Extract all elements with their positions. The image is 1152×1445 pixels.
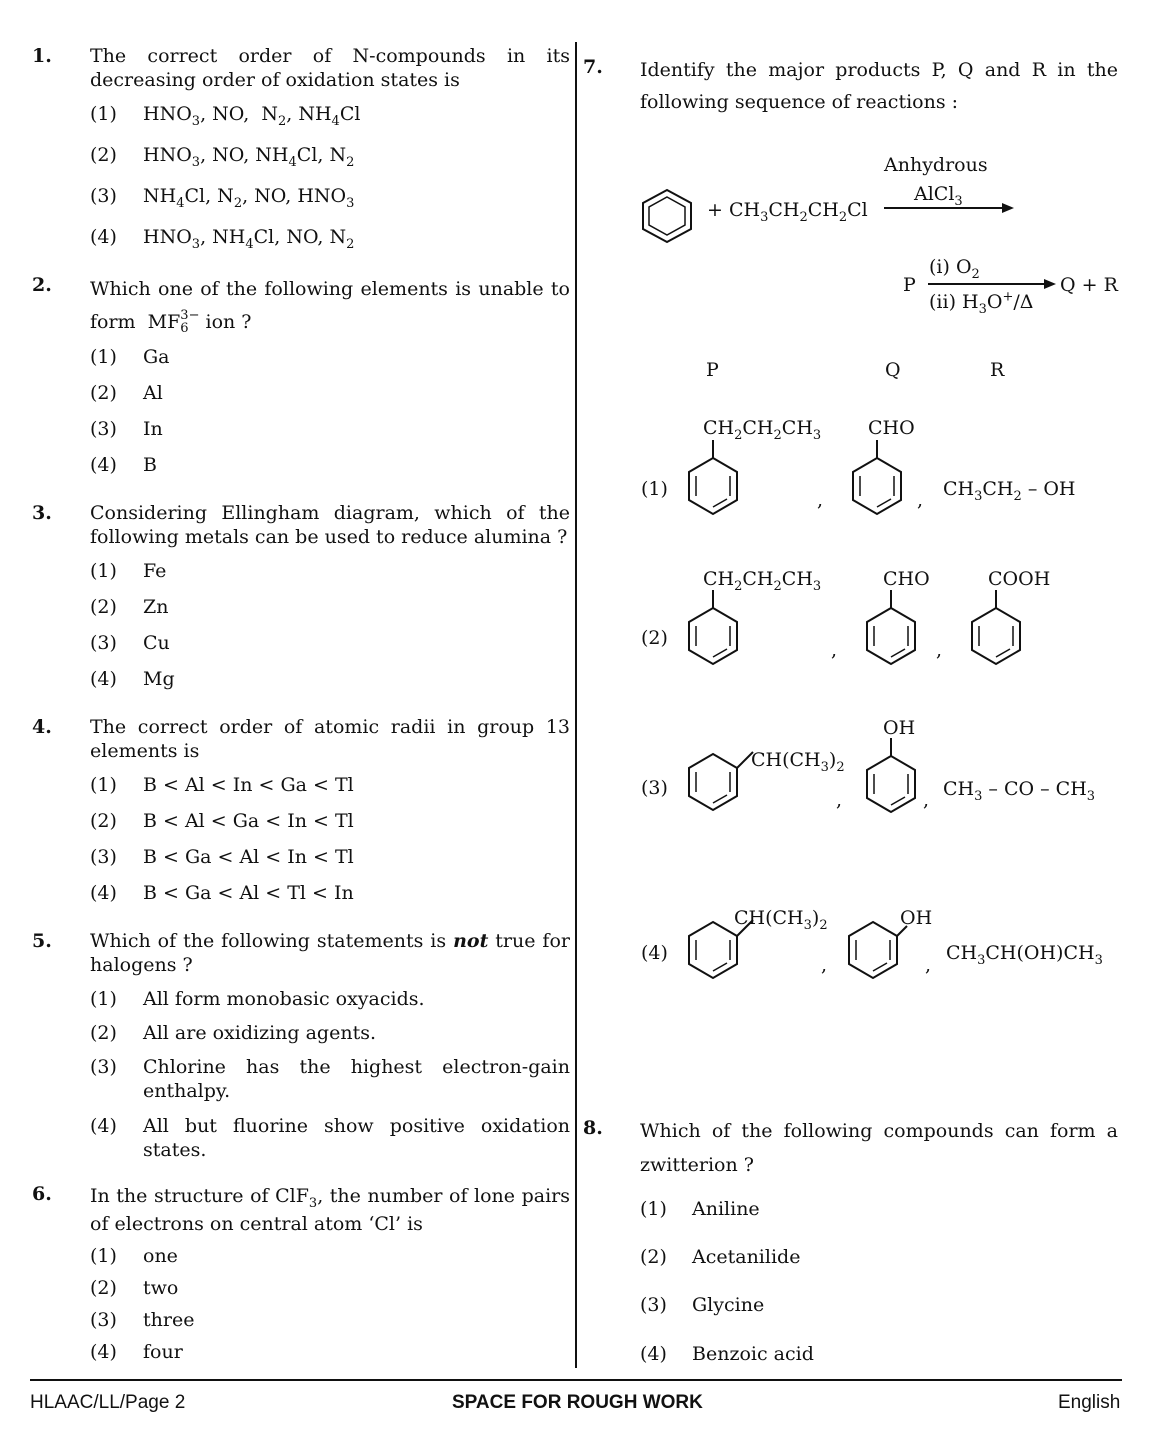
option[interactable] [90,184,570,225]
substituent-label: $CH_2CH_2CH_3$ [703,417,822,443]
option[interactable] [90,1276,570,1308]
option-text: Al [143,382,163,404]
option-text: B < Ga < Al < In < Tl [143,846,354,868]
option-number: (1) [90,103,117,125]
option[interactable] [90,345,570,381]
option[interactable] [90,809,570,845]
option[interactable] [90,631,570,667]
separator: , [917,489,924,511]
option[interactable] [90,143,570,184]
option[interactable] [90,1021,570,1055]
option-text: $HNO_3$, NO, $NH_4Cl$, $N_2$ [143,144,355,170]
question-text: The correct order of atomic radii in group 13 elements is [90,716,570,762]
question-number: 6. [32,1183,52,1205]
reaction-arrow [882,200,1018,216]
option-number: (2) [640,1246,667,1268]
option-number: (3) [640,1294,667,1316]
question-2 [32,273,570,487]
option-text: Acetanilide [692,1246,801,1268]
reagent-label: Anhydrous [884,154,988,176]
column-divider [575,42,577,1368]
option-number: (1) [640,1198,667,1220]
question-1 [32,44,570,259]
reaction-arrow [926,276,1060,292]
option[interactable] [90,559,570,595]
separator: , [831,639,838,661]
option[interactable] [90,773,570,809]
option[interactable] [90,453,570,487]
option-text: Chlorine has the highest electron-gain enthalpy. [143,1056,570,1102]
benzene-ring-icon [861,736,921,820]
product-r: $CH_3CH(OH)CH_3$ [946,942,1103,968]
option-number: (1) [90,346,117,368]
substituent-label: CHO [868,417,915,439]
option-number: (1) [641,478,668,500]
language-label: English [1058,1392,1121,1413]
option-number: (1) [90,774,117,796]
option-text: All but fluorine show positive oxidation states. [143,1115,570,1161]
benzene-ring-icon [966,588,1026,672]
rough-work-label: SPACE FOR ROUGH WORK [452,1392,703,1413]
left-column [32,44,570,1384]
benzene-icon [636,185,700,245]
question-6 [32,1182,570,1370]
question-text: Which one of the following elements is unable to form MF 3− 6 ion ? [90,278,570,336]
substituent-label: $CH(CH_3)_2$ [751,749,845,775]
question-4 [32,715,570,915]
question-number: 5. [32,930,52,952]
footer-rule [30,1379,1122,1381]
question-number: 7. [583,56,603,78]
option-number: (3) [641,777,668,799]
option-number: (3) [90,418,117,440]
option-text: B < Al < In < Ga < Tl [143,774,354,796]
separator: , [923,789,930,811]
reaction-start: P [903,274,916,296]
option-number: (4) [90,1341,117,1363]
question-text: Which of the following compounds can form a zwitterion ? [640,1120,1118,1176]
option-number: (2) [641,627,668,649]
reaction-product: Q + R [1060,274,1118,296]
substituent-label: OH [883,717,916,739]
benzene-ring-icon [683,438,743,522]
option-number: (3) [90,185,117,207]
page-id: HLAAC/LL/Page 2 [30,1392,186,1413]
option-number: (4) [90,882,117,904]
separator: , [836,789,843,811]
reagent-label: (i) $O_2$ [929,256,980,282]
option[interactable] [90,102,570,143]
benzene-ring-icon [683,588,743,672]
option-text: All form monobasic oxyacids. [143,988,425,1010]
option-number: (4) [640,1343,667,1365]
option-text: Mg [143,668,175,690]
option[interactable] [90,595,570,631]
substituent-label: CHO [883,568,930,590]
question-text: The correct order of N-compounds in its decreasing order of oxidation states is [90,45,570,91]
option-text: four [143,1341,183,1363]
option[interactable] [90,881,570,915]
product-r: $CH_3CH_2$ – OH [943,478,1076,504]
option-text: B [143,454,157,476]
benzene-ring-icon [861,588,921,672]
question-text: In the structure of ClF$_3$, the number of lone pairs of electrons on central atom ‘Cl’ is [90,1185,570,1235]
option-number: (1) [90,988,117,1010]
option-number: (3) [90,1309,117,1331]
product-r: $CH_3$ – CO – $CH_3$ [943,778,1096,804]
question-number: 2. [32,274,52,296]
option-text: All are oxidizing agents. [143,1022,377,1044]
substituent-label: COOH [988,568,1051,590]
column-header: Q [885,359,901,381]
option-text: $HNO_3$, NO, $N_2$, $NH_4Cl$ [143,103,361,129]
option-text: Zn [143,596,169,618]
option-text: B < Al < Ga < In < Tl [143,810,354,832]
question-5 [32,929,570,1168]
option-text: two [143,1277,179,1299]
option[interactable] [90,845,570,881]
option-number: (4) [90,226,117,248]
substituent-label: $CH_2CH_2CH_3$ [703,568,822,594]
option-number: (2) [90,810,117,832]
option[interactable] [90,1308,570,1340]
option-text: Ga [143,346,170,368]
option-number: (3) [90,632,117,654]
separator: , [821,954,828,976]
question-number: 1. [32,45,52,67]
option[interactable] [90,381,570,417]
question-number: 3. [32,502,52,524]
column-header: R [990,359,1005,381]
reagent-label: AlCl$_3$ [914,183,963,209]
option-text: one [143,1245,178,1267]
option-number: (4) [90,1115,117,1137]
option[interactable] [90,417,570,453]
separator: , [817,489,824,511]
option-text: Aniline [692,1198,760,1220]
option-text: Benzoic acid [692,1343,814,1365]
substituent-label: OH [900,907,933,929]
option-number: (4) [90,668,117,690]
separator: , [925,954,932,976]
option-number: (4) [641,942,668,964]
option[interactable] [90,1340,570,1370]
option-text: B < Ga < Al < Tl < In [143,882,354,904]
question-text: Which of the following statements is not true for halogens ? [90,930,570,976]
option-text: Glycine [692,1294,765,1316]
option[interactable] [90,667,570,701]
option-number: (3) [90,846,117,868]
question-text: Identify the major products P, Q and R in the following sequence of reactions : [640,59,1118,113]
option-number: (2) [90,382,117,404]
reactant: + $CH_3CH_2CH_2Cl$ [707,199,868,225]
option-number: (3) [90,1056,117,1078]
option[interactable] [90,1055,570,1114]
option[interactable] [90,1244,570,1276]
option-number: (4) [90,454,117,476]
question-number: 4. [32,716,52,738]
option-text: three [143,1309,195,1331]
option-text: Fe [143,560,167,582]
option-number: (1) [90,1245,117,1267]
option-text: $NH_4Cl$, $N_2$, NO, $HNO_3$ [143,185,355,211]
benzene-ring-icon [847,438,907,522]
option-number: (2) [90,1277,117,1299]
option-number: (2) [90,144,117,166]
option[interactable] [90,1114,570,1168]
option[interactable] [90,987,570,1021]
option-number: (2) [90,596,117,618]
substituent-label: $CH(CH_3)_2$ [734,907,828,933]
column-header: P [706,359,719,381]
option-number: (2) [90,1022,117,1044]
option-number: (1) [90,560,117,582]
separator: , [936,639,943,661]
reagent-label: (ii) $H_3O^+/\Delta$ [929,289,1034,317]
option-text: Cu [143,632,170,654]
option-text: $HNO_3$, $NH_4Cl$, NO, $N_2$ [143,226,355,252]
question-3 [32,501,570,701]
option-text: In [143,418,163,440]
question-number: 8. [583,1117,603,1139]
option[interactable] [90,225,570,259]
question-text: Considering Ellingham diagram, which of the following metals can be used to reduce alumina ? [90,502,570,548]
